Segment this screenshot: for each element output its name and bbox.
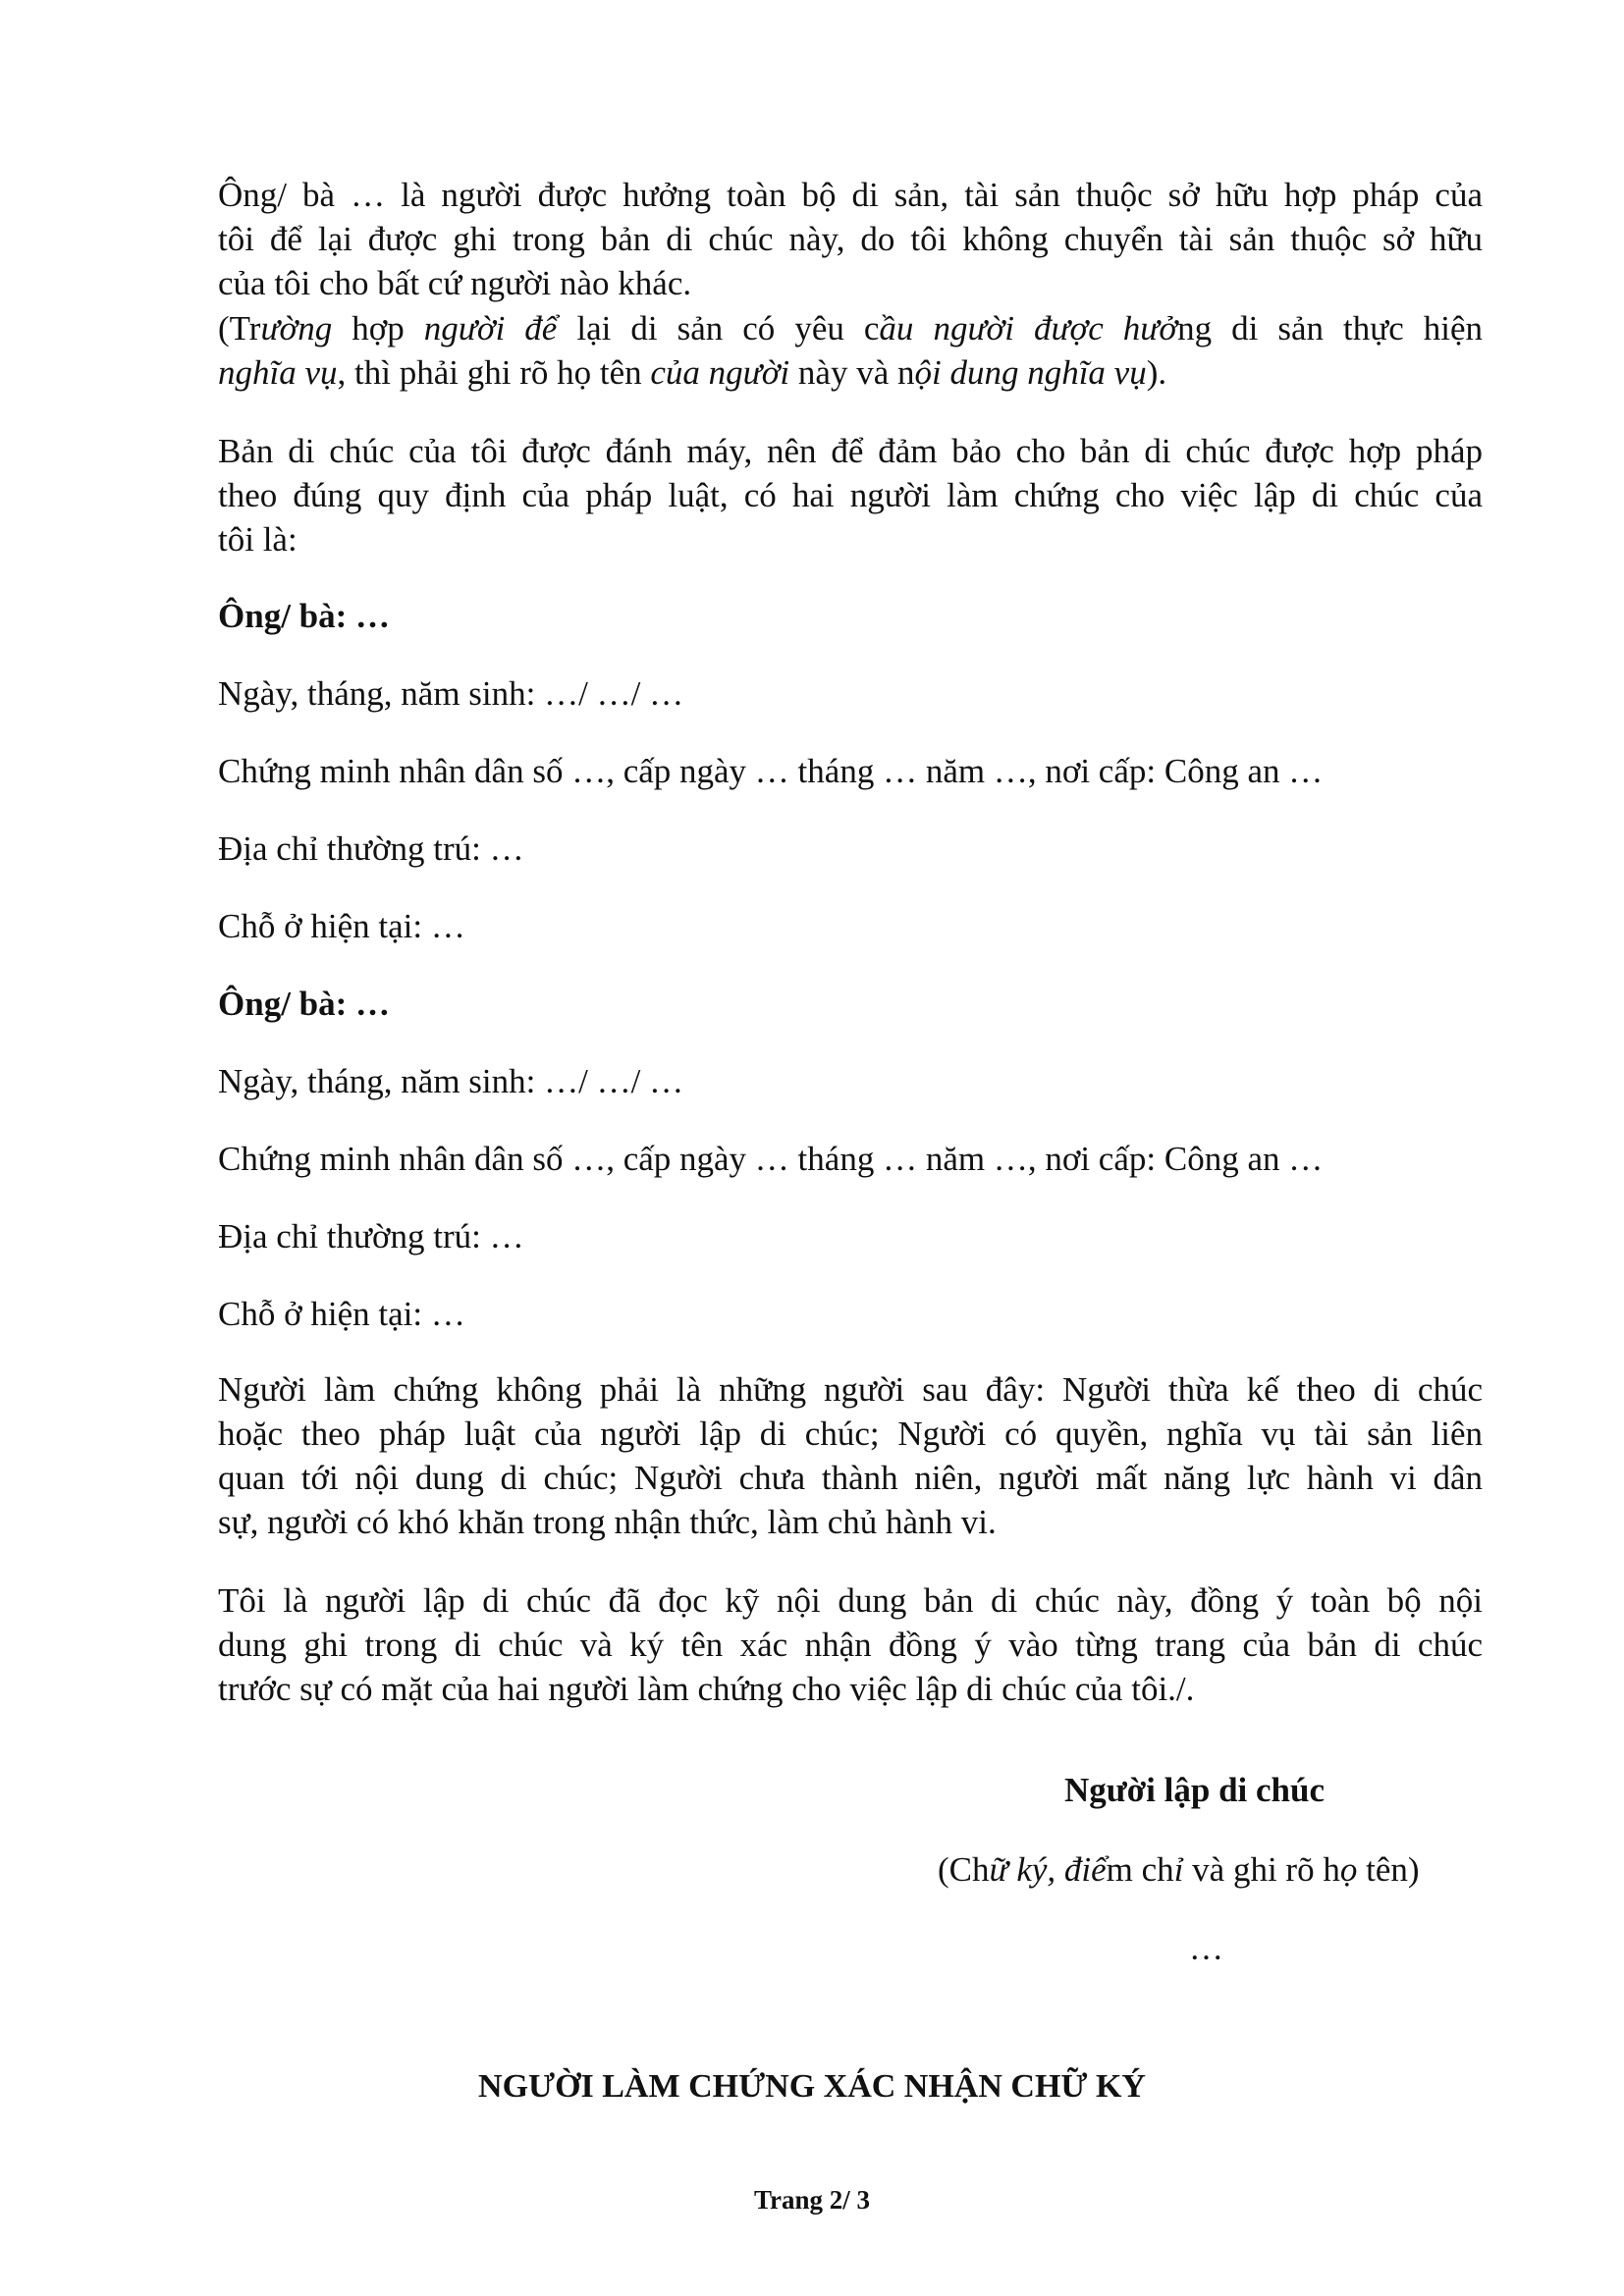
witness-2-dob-wrap — [218, 1059, 1483, 1103]
witness-1-id-wrap — [218, 749, 1483, 793]
heir-line-2: tôi để lại được ghi trong bản di chúc này, do tôi không chuyển tài sản thuộc sở hữu — [218, 220, 1483, 258]
witness-2-address: Địa chỉ thường trú: … — [218, 1217, 524, 1255]
heir-line-3: của tôi cho bất cứ người nào khác. — [218, 264, 692, 302]
witness-1-dob: Ngày, tháng, năm sinh: …/ …/ … — [218, 674, 684, 713]
witness-2-name: Ông/ bà: … — [218, 985, 391, 1023]
witness-1-id: Chứng minh nhân dân số …, cấp ngày … tháng … năm …, nơi cấp: Công an … — [218, 752, 1324, 790]
confirmation-paragraph — [218, 1578, 1483, 1711]
witness-2-current: Chỗ ở hiện tại: … — [218, 1295, 465, 1333]
witness-2-block — [218, 982, 1483, 1026]
typed-line-1: Bản di chúc của tôi được đánh máy, nên để đảm bảo cho bản di chúc được hợp pháp — [218, 432, 1483, 470]
confirmation-line-3: trước sự có mặt của hai người làm chứng cho việc lập di chúc của tôi./. — [218, 1670, 1195, 1708]
witness-1-current-wrap — [218, 904, 1483, 948]
conditions-line-2: hoặc theo pháp luật của người lập di chúc; Người có quyền, nghĩa vụ tài sản liên — [218, 1415, 1483, 1453]
witness-1-block — [218, 594, 1483, 638]
note-line-2: nghĩa vụ, thì phải ghi rõ họ tên của người này và nội dung nghĩa vụ). — [218, 353, 1167, 392]
page-number: Trang 2/ 3 — [753, 2185, 870, 2215]
witness-2-dob: Ngày, tháng, năm sinh: …/ …/ … — [218, 1062, 684, 1100]
witness-2-address-wrap — [218, 1214, 1483, 1258]
witness-1-address-wrap — [218, 827, 1483, 871]
conditions-line-4: sự, người có khó khăn trong nhận thức, làm chủ hành vi. — [218, 1503, 997, 1541]
signature-note: (Chữ ký, điểm chỉ và ghi rõ họ tên) — [938, 1850, 1420, 1889]
heir-paragraph — [218, 173, 1483, 305]
witness-2-current-wrap — [218, 1292, 1483, 1336]
witness-1-dob-wrap — [218, 671, 1483, 716]
conditions-line-1: Người làm chứng không phải là những người sau đây: Người thừa kế theo di chúc — [218, 1370, 1483, 1409]
witness-1-name: Ông/ bà: … — [218, 597, 391, 635]
witness-1-current: Chỗ ở hiện tại: … — [218, 907, 465, 945]
witness-1-address: Địa chỉ thường trú: … — [218, 829, 524, 868]
typed-line-2: theo đúng quy định của pháp luật, có hai người làm chứng cho việc lập di chúc của — [218, 476, 1483, 514]
confirmation-line-1: Tôi là người lập di chúc đã đọc kỹ nội dung bản di chúc này, đồng ý toàn bộ nội — [218, 1581, 1483, 1620]
confirmation-line-2: dung ghi trong di chúc và ký tên xác nhận đồng ý vào từng trang của bản di chúc — [218, 1626, 1483, 1664]
witness-2-id: Chứng minh nhân dân số …, cấp ngày … tháng … năm …, nơi cấp: Công an … — [218, 1140, 1324, 1178]
note-line-1: (Trường hợp người để lại di sản có yêu cầu người được hưởng di sản thực hiện — [218, 309, 1483, 347]
signature-placeholder: … — [1189, 1929, 1223, 1967]
heir-line-1: Ông/ bà … là người được hưởng toàn bộ di sản, tài sản thuộc sở hữu hợp pháp của — [218, 176, 1483, 214]
conditions-line-3: quan tới nội dung di chúc; Người chưa thành niên, người mất năng lực hành vi dân — [218, 1459, 1483, 1497]
witness-2-id-wrap — [218, 1137, 1483, 1181]
typed-line-3: tôi là: — [218, 520, 298, 559]
signature-title: Người lập di chúc — [1064, 1771, 1326, 1809]
typed-will-paragraph — [218, 429, 1483, 561]
witness-confirmation-heading: NGƯỜI LÀM CHỨNG XÁC NHẬN CHỮ KÝ — [478, 2068, 1146, 2105]
note-paragraph — [218, 306, 1483, 395]
conditions-paragraph — [218, 1367, 1483, 1544]
